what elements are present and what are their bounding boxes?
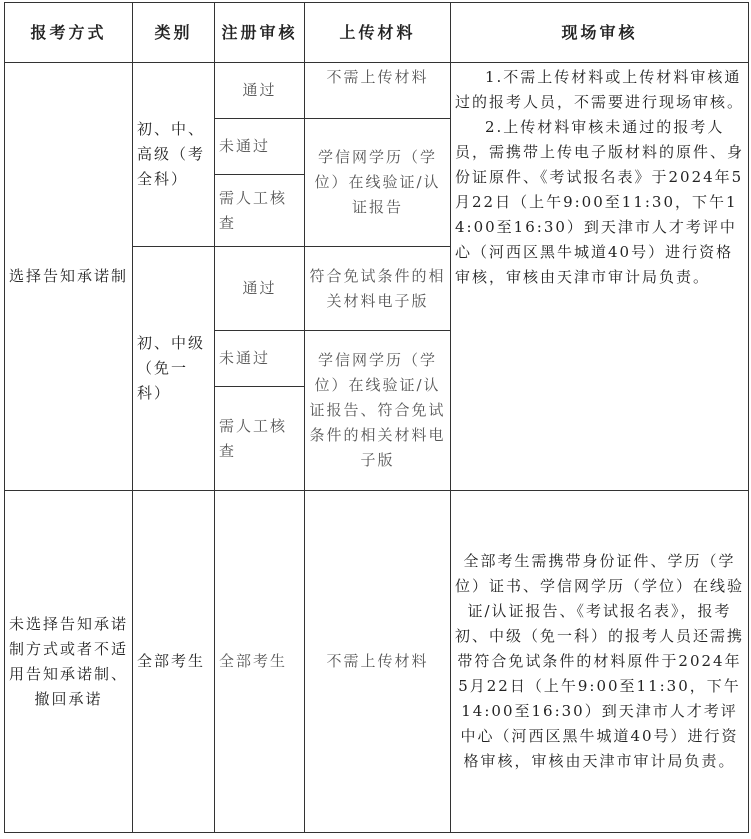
category-exempt-one: 初、中级（免一科） xyxy=(133,247,215,491)
exam-review-table xyxy=(4,2,749,833)
header-method: 报考方式 xyxy=(5,3,133,63)
header-upload-materials: 上传材料 xyxy=(305,3,451,63)
header-row xyxy=(5,3,749,63)
status-all-candidates: 全部考生 xyxy=(215,491,305,833)
status-fail: 未通过 xyxy=(215,331,305,387)
header-registration-review: 注册审核 xyxy=(215,3,305,63)
method-no-commitment: 未选择告知承诺制方式或者不适用告知承诺制、撤回承诺 xyxy=(5,491,133,833)
onsite-paragraph-1: 1.不需上传材料或上传材料审核通过的报考人员，不需要进行现场审核。 xyxy=(455,68,745,111)
table-row xyxy=(5,63,749,119)
status-manual-check: 需人工核查 xyxy=(215,387,305,491)
category-full-subjects: 初、中、高级（考全科） xyxy=(133,63,215,247)
table-row xyxy=(5,491,749,833)
upload-none: 不需上传材料 xyxy=(305,63,451,119)
onsite-paragraph-2: 2.上传材料审核未通过的报考人员，需携带上传电子版材料的原件、身份证原件、《考试报名表》于2024年5月22日（上午9:00至11:30，下午14:00至16:30）到天津市人才考评中心（河西区黑牛城道40号）进行资格审核，审核由天津市审计局负责。 xyxy=(455,118,745,286)
upload-chsi-report: 学信网学历（学位）在线验证/认证报告 xyxy=(305,119,451,247)
header-onsite-review: 现场审核 xyxy=(451,3,749,63)
onsite-review-all: 全部考生需携带身份证件、学历（学位）证书、学信网学历（学位）在线验证/认证报告、《考试报名表》，报考初、中级（免一科）的报考人员还需携带符合免试条件的材料原件于2024年5月22日（上午9:00至11:30，下午14:00至16:30）到天津市人才考评中心（河西区黑牛城道40号）进行资格审核，审核由天津市审计局负责。 xyxy=(451,491,749,833)
upload-exemption-materials: 符合免试条件的相关材料电子版 xyxy=(305,247,451,331)
status-pass: 通过 xyxy=(215,63,305,119)
status-pass: 通过 xyxy=(215,247,305,331)
header-category: 类别 xyxy=(133,3,215,63)
status-manual-check: 需人工核查 xyxy=(215,175,305,247)
category-all-candidates: 全部考生 xyxy=(133,491,215,833)
status-fail: 未通过 xyxy=(215,119,305,175)
upload-none: 不需上传材料 xyxy=(305,491,451,833)
upload-chsi-and-exemption: 学信网学历（学位）在线验证/认证报告、符合免试条件的相关材料电子版 xyxy=(305,331,451,491)
method-commitment: 选择告知承诺制 xyxy=(5,63,133,491)
onsite-review-commitment xyxy=(451,63,749,491)
